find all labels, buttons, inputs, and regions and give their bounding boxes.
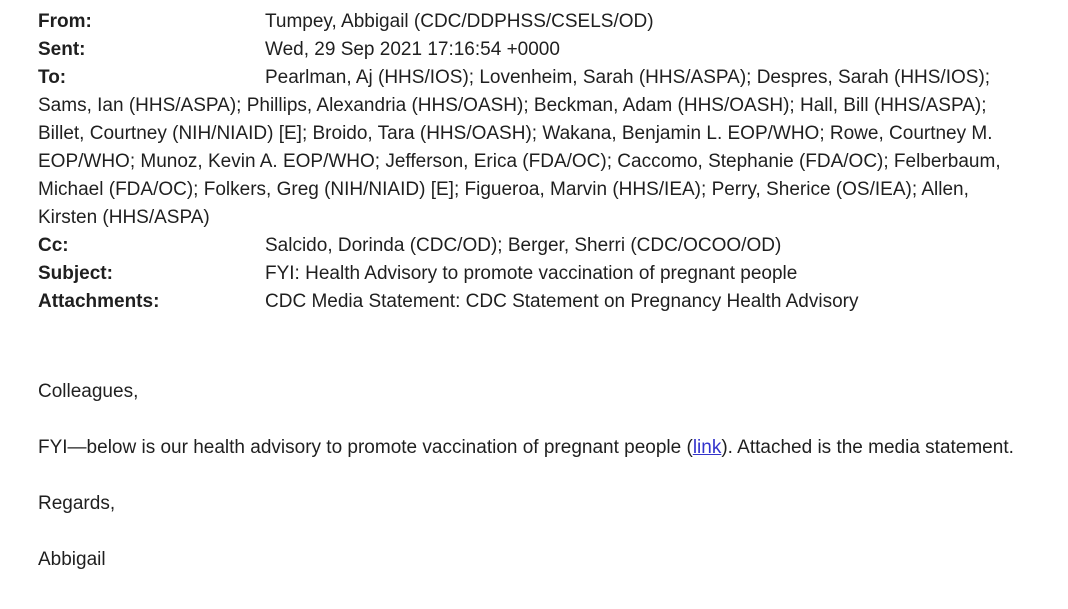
closing-text: Regards, (38, 493, 116, 514)
greeting-text: Colleagues, (38, 381, 139, 402)
header-row-subject (38, 260, 1032, 288)
header-value-attachments: CDC Media Statement: CDC Statement on Pregnancy Health Advisory (265, 291, 859, 312)
email-body (38, 378, 1032, 574)
header-value-sent: Wed, 29 Sep 2021 17:16:54 +0000 (265, 39, 560, 60)
header-value-cc: Salcido, Dorinda (CDC/OD); Berger, Sherri (CDC/OCOO/OD) (265, 235, 782, 256)
header-value-to: Pearlman, Aj (HHS/IOS); Lovenheim, Sarah (HHS/ASPA); Despres, Sarah (HHS/IOS); Sams, Ian (HHS/ASPA); Phillips, Alexandria (HHS/OASH); Beckman, Adam (HHS/OASH); Hall, Bill (HHS/ASPA); Billet, Courtney (NIH/NIAID) [E]; Broido, Tara (HHS/OASH); Wakana, Benjamin L. EOP/WHO; Rowe, Courtney M. EOP/WHO; Munoz, Kevin A. EOP/WHO; Jefferson, Erica (FDA/OC); Caccomo, Stephanie (FDA/OC); Felberbaum, Michael (FDA/OC); Folkers, Greg (NIH/NIAID) [E]; Figueroa, Marvin (HHS/IEA); Perry, Sherice (OS/IEA); Allen, Kirsten (HHS/ASPA) (38, 67, 1001, 228)
header-row-sent (38, 36, 1032, 64)
header-label-subject: Subject: (38, 263, 113, 284)
header-label-attachments: Attachments: (38, 291, 160, 312)
header-row-from (38, 8, 1032, 36)
header-label-cc: Cc: (38, 235, 69, 256)
header-value-subject: FYI: Health Advisory to promote vaccination of pregnant people (265, 263, 798, 284)
body-text-before-link: FYI—below is our health advisory to promote vaccination of pregnant people ( (38, 437, 693, 458)
email-header-block (38, 8, 1032, 316)
header-label-from: From: (38, 11, 92, 32)
header-row-cc (38, 232, 1032, 260)
header-row-to (38, 64, 1032, 232)
header-row-attachments (38, 288, 1032, 316)
header-label-to: To: (38, 67, 67, 88)
body-paragraph (38, 434, 1032, 462)
header-label-sent: Sent: (38, 39, 86, 60)
signature-text: Abbigail (38, 549, 106, 570)
header-value-from: Tumpey, Abbigail (CDC/DDPHSS/CSELS/OD) (265, 11, 654, 32)
health-advisory-link[interactable]: link (692, 437, 722, 458)
body-text-after-link: ). Attached is the media statement. (721, 437, 1014, 458)
